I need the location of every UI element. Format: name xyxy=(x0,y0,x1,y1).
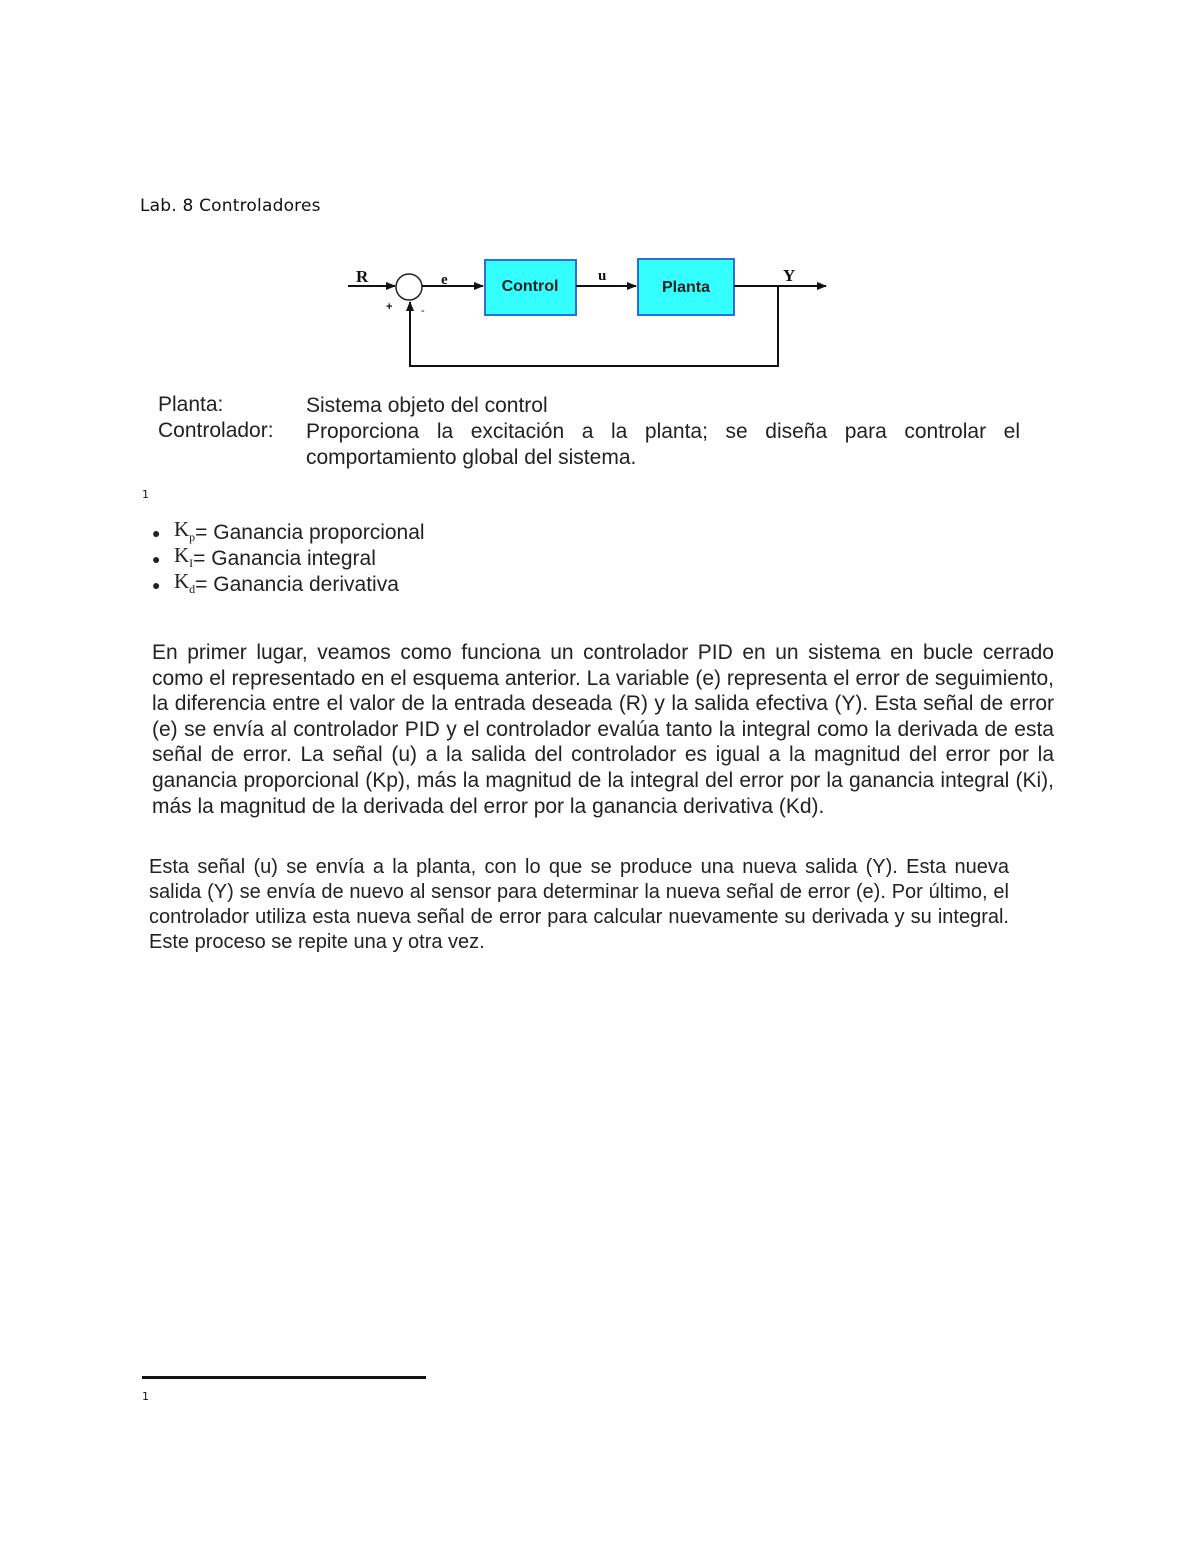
control-block-label: Control xyxy=(501,278,559,295)
signal-u-label: u xyxy=(598,268,607,284)
minus-sign: - xyxy=(421,305,425,317)
gain-description: = Ganancia derivativa xyxy=(195,573,399,596)
plus-sign: + xyxy=(386,301,393,313)
list-item xyxy=(152,568,425,598)
definition-text-controlador: Proporciona la excitación a la planta; se diseña para controlar el comportamiento global del sistema. xyxy=(306,420,1020,469)
block-diagram xyxy=(340,250,840,375)
summing-junction xyxy=(396,274,422,300)
gain-symbol: $K_p$ xyxy=(174,516,196,545)
bullet-icon: ● xyxy=(152,551,161,567)
plant-block-label: Planta xyxy=(661,279,711,296)
gain-symbol: $K_d$ xyxy=(174,568,196,597)
gain-symbol: $K_I$ xyxy=(174,542,194,571)
output-label: Y xyxy=(783,266,796,285)
paragraph-pid-explanation: En primer lugar, veamos como funciona un controlador PID en un sistema en bucle cerrado como el representado en el esquema anterior. La variable (e) representa el error de seguimiento, la diferencia entre el valor de la entrada deseada (R) y la salida efectiva (Y). Esta señal de error (e) se envía al controlador PID y el controlador evalúa tanto la integral como la derivada de esta señal de error. La señal (u) a la salida del controlador es igual a la magnitud del error por la ganancia proporcional (Kp), más la magnitud de la integral del error por la ganancia integral (Ki), más la magnitud de la derivada del error por la ganancia derivativa (Kd). xyxy=(152,641,1054,818)
page-title: Lab. 8 Controladores xyxy=(140,196,321,216)
definition-term-controlador: Controlador: xyxy=(158,419,274,442)
definition-term-planta: Planta: xyxy=(158,393,224,416)
gain-description: = Ganancia integral xyxy=(193,547,376,570)
error-label: e xyxy=(441,272,448,288)
footnote-reference: 1 xyxy=(142,488,149,501)
bullet-icon: ● xyxy=(152,525,161,541)
footnote-mark: 1 xyxy=(142,1390,149,1403)
bullet-icon: ● xyxy=(152,577,161,593)
footnote-divider xyxy=(142,1376,426,1379)
paragraph-feedback-loop: Esta señal (u) se envía a la planta, con lo que se produce una nueva salida (Y). Esta nueva salida (Y) se envía de nuevo al sensor para determinar la nueva señal de error (e). Por último, el controlador utiliza esta nueva señal de error para calcular nuevamente su derivada y su integral. Este proceso se repite una y otra vez. xyxy=(149,856,1009,953)
input-label: R xyxy=(356,267,369,286)
gain-description: = Ganancia proporcional xyxy=(195,521,425,544)
gains-list xyxy=(152,516,425,598)
definition-text-planta: Sistema objeto del control xyxy=(306,394,548,417)
